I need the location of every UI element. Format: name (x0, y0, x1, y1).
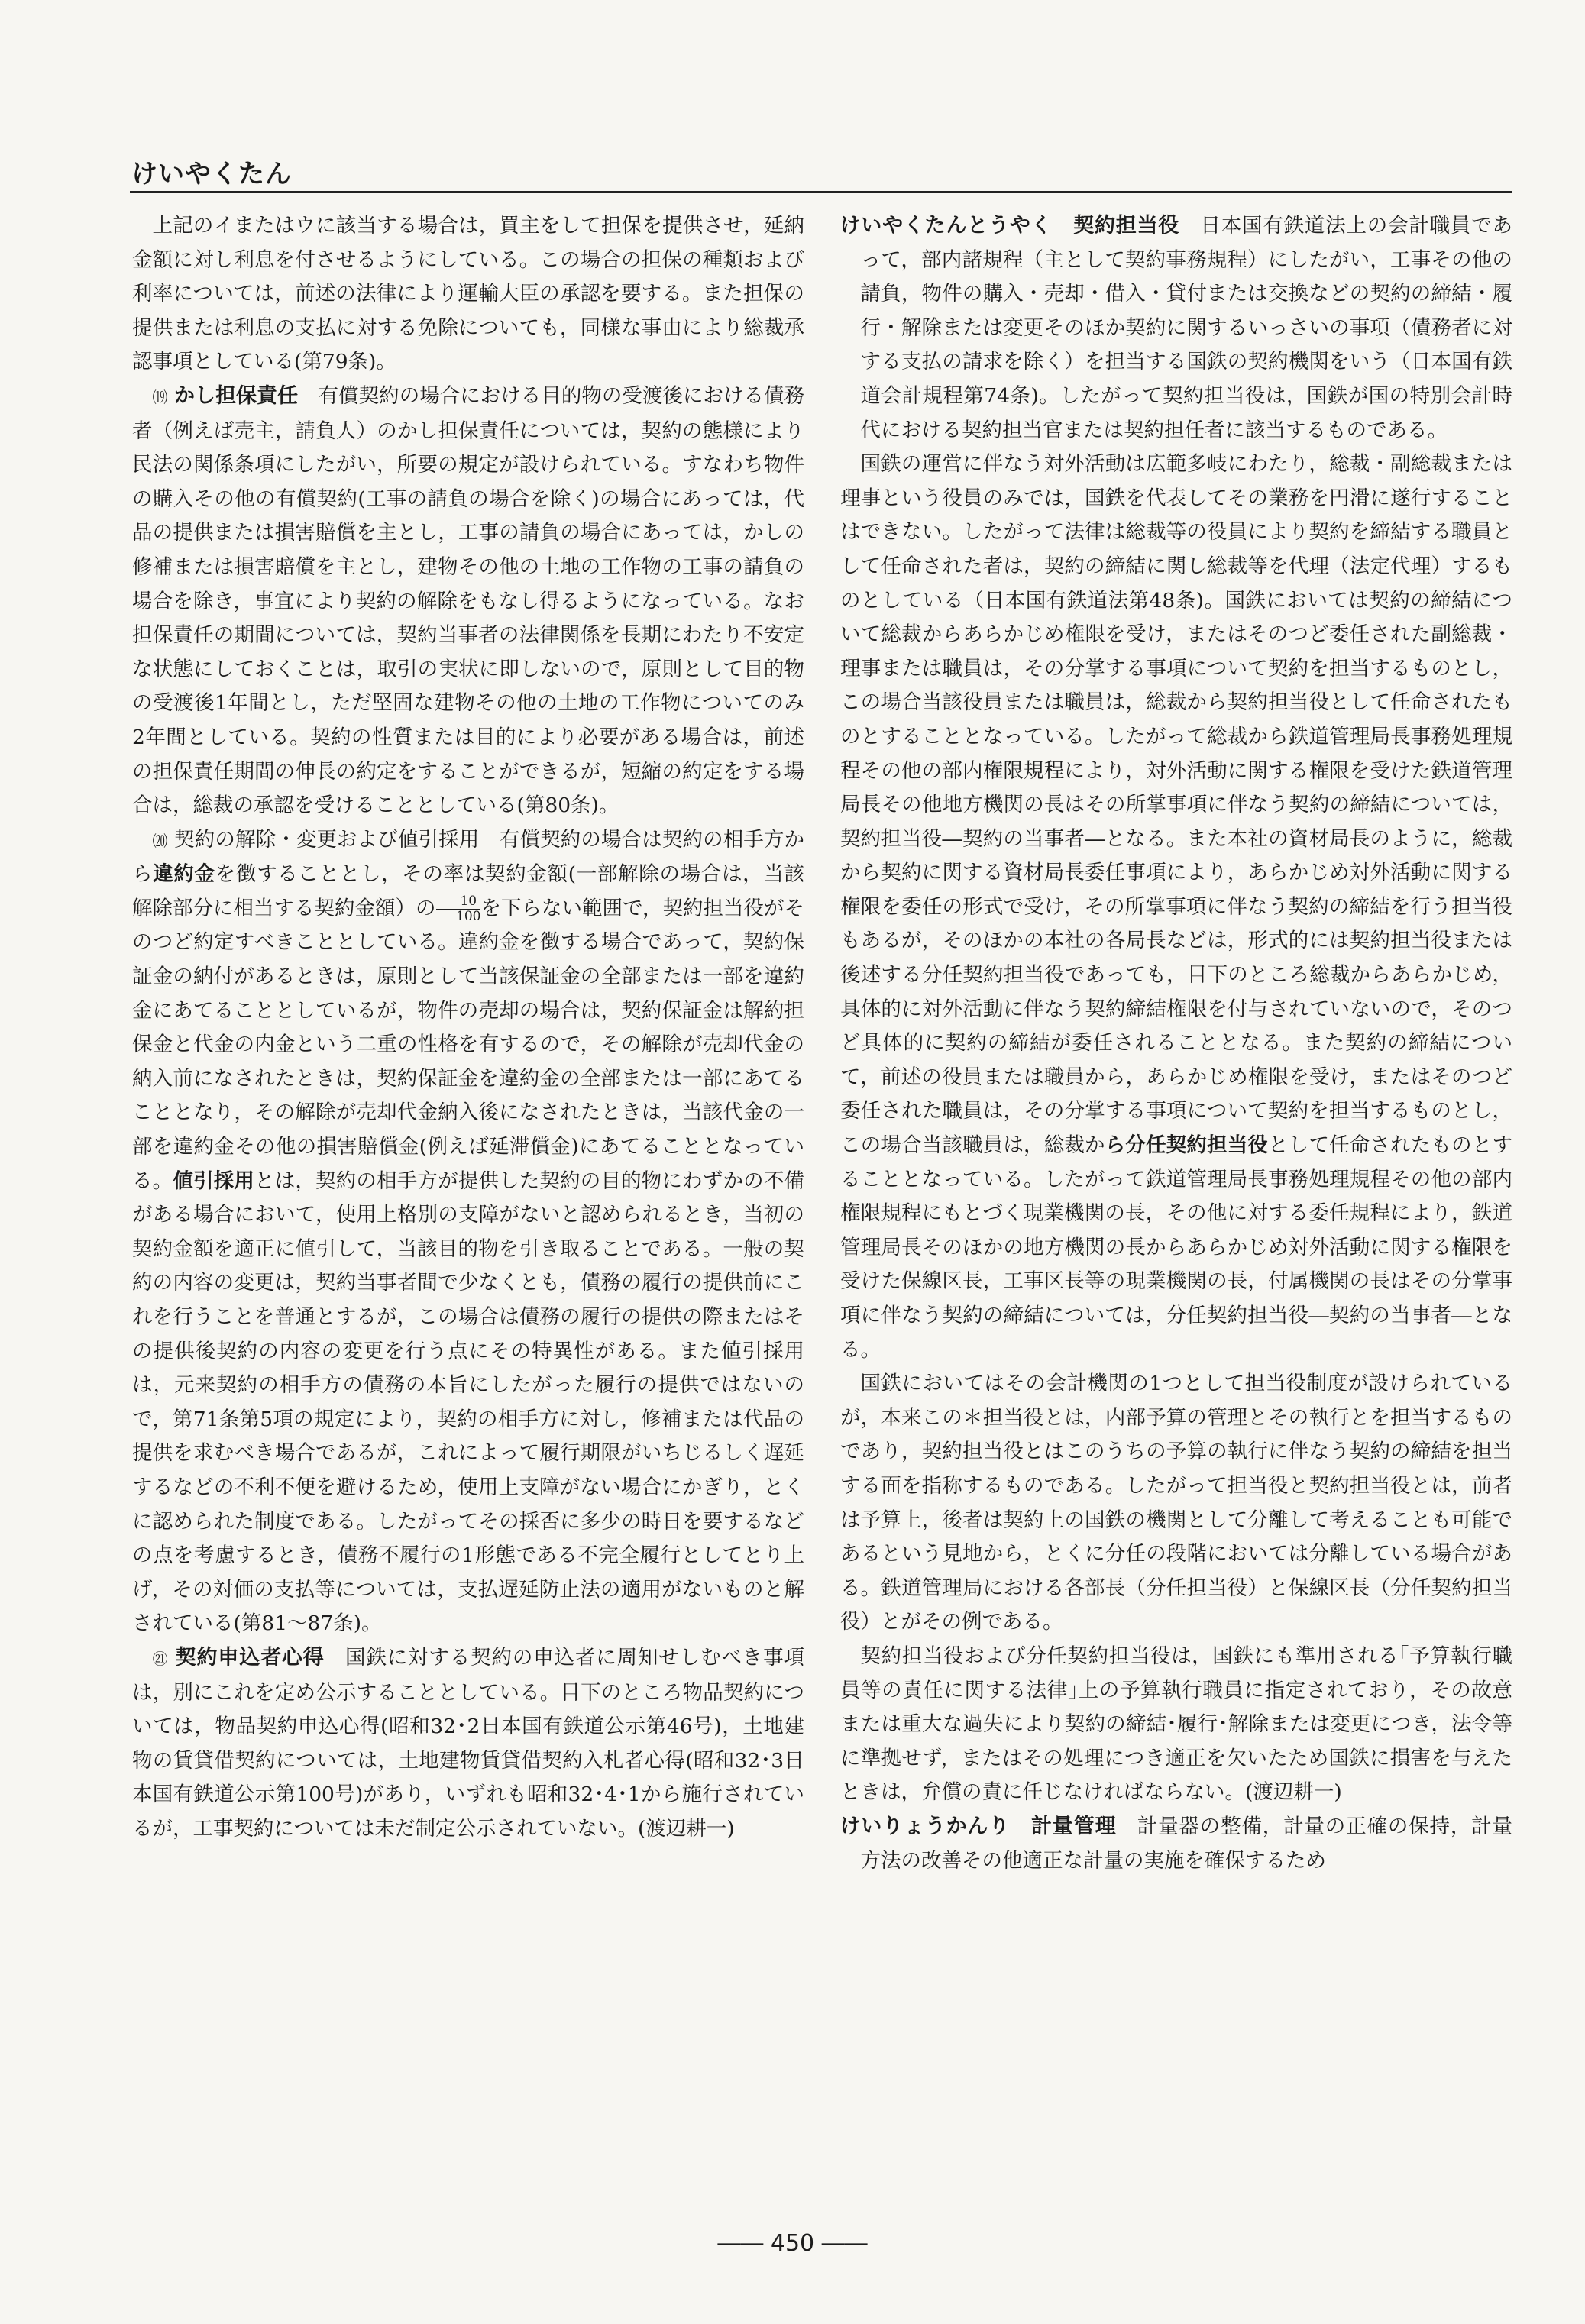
section-text: を下らない範囲で，契約担当役がそのつど約定すべきこととしている。違約金を徴する場合であって，契約保証金の納付があるときは，原則として当該保証金の全部または一部を違約金にあてることとしているが，物件の売却の場合は，契約保証金は解約担保金と代金の内金という二重の性格を有するので，その解除が売却代金の納入前になされたときは，契約保証金を違約金の全部または一部にあてることとなり，その解除が売却代金納入後になされたときは，当該代金の一部を違約金その他の損害賠償金(例えば延滞償金)にあてることとなっている。 (132, 896, 804, 1193)
body-paragraph (840, 448, 1512, 1367)
paragraph-text: として任命されたものとすることとなっている。したがって鉄道管理局長事務処理規程その他の部内権限規程にもとづく現業機関の長，その他に対する委任規程により，鉄道管理局長そのほかの地方機関の長からあらかじめ対外活動に関する権限を受けた保線区長，工事区長等の現業機関の長，付属機関の長はその分掌事項に伴なう契約の締結については，分任契約担当役―契約の当事者―となる。 (840, 1133, 1512, 1362)
entry-heading: けいやくたんとうやく 契約担当役 (839, 214, 1180, 238)
section-text: 有償契約の場合は契約の相手方から (132, 827, 805, 887)
section-text: 有償契約の場合における目的物の受渡後における債務者（例えば売主，請負人）のかし担保責任については，契約の態様により民法の関係条項にしたがい，所要の規定が設けられている。すなわち物件の購入その他の有償契約(工事の請負の場合を除く)の場合にあっては，代品の提供または損害賠償を主とし，工事の請負の場合にあっては，かしの修補または損害賠償を主とし，建物その他の土地の工作物の工事の請負の場合を除き，事宜により契約の解除をもなし得るようになっている。なお担保責任の期間については，契約当事者の法律関係を長期にわたり不安定な状態にしておくことは，取引の実状に即しないので，原則として目的物の受渡後1年間とし，ただ堅固な建物その他の土地の工作物についてのみ2年間としている。契約の性質または目的により必要がある場合は，前述の担保責任期間の伸長の約定をすることができるが，短縮の約定をする場合は，総裁の承認を受けることとしている(第80条)。 (132, 383, 805, 818)
right-column (840, 209, 1512, 1878)
entry-text: 計量器の整備，計量の正確の保持，計量方法の改善その他適正な計量の実施を確保するため (860, 1814, 1513, 1873)
section-heading: かし担保責任 (173, 383, 299, 408)
header-rule (130, 191, 1512, 193)
section-21 (132, 1641, 804, 1847)
intro-paragraph: 上記のイまたはウに該当する場合は，買主をして担保を提供させ，延納金額に対し利息を付させるようにしている。この場合の担保の種類および利率については，前述の法律により運輸大臣の承認を要する。また担保の提供または利息の支払に対する免除についても，同様な事由により総裁承認事項としている(第79条)。 (132, 214, 804, 374)
section-text: を徴することとし，その率は契約金額(一部解除の場合は，当該解除部分に相当する契約金額）の (132, 862, 805, 920)
section-heading: 契約申込者心得 (175, 1645, 325, 1669)
section-number: ⒇ (152, 831, 168, 850)
section-20 (132, 823, 804, 1641)
section-heading: 契約の解除・変更および値引採用 (174, 827, 480, 852)
page-number: ―― 450 ―― (717, 2230, 868, 2257)
body-paragraph: 契約担当役および分任契約担当役は，国鉄にも準用される｢予算執行職員等の責任に関する法律｣上の予算執行職員に指定されており，その故意または重大な過失により契約の締結･履行･解除または変更につき，法令等に準拠せず，またはその処理につき適正を欠いたため国鉄に損害を与えたときは，弁償の責に任じなければならない。(渡辺耕一) (840, 1644, 1512, 1805)
section-number: ⒆ (152, 387, 168, 406)
section-number: ㉑ (152, 1649, 169, 1668)
section-19 (132, 380, 804, 823)
section-text: 国鉄に対する契約の申込者に周知せしむべき事項は，別にこれを定め公示することとしている。目下のところ物品契約については，物品契約申込心得(昭和32･2日本国有鉄道公示第46号)，土地建物の賃貸借契約については，土地建物賃貸借契約入札者心得(昭和32･3日本国有鉄道公示第100号)があり，いずれも昭和32･4･1から施行されているが，工事契約については未だ制定公示されていない。(渡辺耕一) (132, 1645, 804, 1841)
section-text: とは，契約の相手方が提供した契約の目的物にわずかの不備がある場合において，使用上格別の支障がないと認められるとき，当初の契約金額を適正に値引して，当該目的物を引き取ることである。一般の契約の内容の変更は，契約当事者間で少なくとも，債務の履行の提供前にこれを行うことを普通とするが，この場合は債務の履行の提供の際またはその提供後契約の内容の変更を行う点にその特異性がある。また値引採用は，元来契約の相手方の債務の本旨にしたがった履行の提供ではないので，第71条第5項の規定により，契約の相手方に対し，修補または代品の提供を求むべき場合であるが，これによって履行期限がいちじるしく遅延するなどの不利不便を避けるため，使用上支障がない場合にかぎり，とくに認められた制度である。したがってその採否に多少の時日を要するなどの点を考慮するとき，債務不履行の1形態である不完全履行としてとり上げ，その対価の支払等については，支払遅延防止法の適用がないものと解されている(第81～87条)。 (132, 1168, 804, 1636)
dictionary-entry-keiyaku-tantouyaku (840, 209, 1512, 448)
running-header: けいやくたん (131, 159, 292, 189)
fraction (436, 894, 481, 924)
left-column (132, 209, 804, 1847)
fraction-numerator: 10 (436, 894, 481, 910)
term-bold: 違約金 (153, 862, 215, 887)
paragraph-text: 国鉄の運営に伴なう対外活動は広範多岐にわたり，総裁・副総裁または理事という役員のみでは，国鉄を代表してその業務を円滑に遂行することはできない。したがって法律は総裁等の役員により契約を締結する職員として任命された者は，契約の締結に関し総裁等を代理（法定代理）するものとしている（日本国有鉄道法第48条)。国鉄においては契約の締結について総裁からあらかじめ権限を受け，またはそのつど委任された副総裁・理事または職員は，その分掌する事項について契約を担当するものとし，この場合当該役員または職員は，総裁から契約担当役として任命されたものとすることとなっている。したがって総裁から鉄道管理局長事務処理規程その他の部内権限規程により，対外活動に関する権限を受けた鉄道管理局長その他地方機関の長はその所掌事項に伴なう契約の締結については，契約担当役―契約の当事者―となる。また本社の資材局長のように，総裁から契約に関する資材局長委任事項により，あらかじめ対外活動に関する権限を委任の形式で受け，その所掌事項に伴なう契約の締結を行う担当役もあるが，そのほかの本社の各局長などは，形式的には契約担当役または後述する分任契約担当役であっても，目下のところ総裁からあらかじめ，具体的に対外活動に伴なう契約締結権限を付与されていないので，そのつど具体的に契約の締結が委任されることとなる。また契約の締結について，前述の役員または職員から，あらかじめ権限を受け，またはそのつど委任された職員は，その分掌する事項について契約を担当するものとし，この場合当該職員は，総裁か (840, 452, 1512, 1158)
body-paragraph: 国鉄においてはその会計機関の1つとして担当役制度が設けられているが，本来この＊担当役とは，内部予算の管理とその執行とを担当するものであり，契約担当役とはこのうちの予算の執行に伴なう契約の締結を担当する面を指称するものである。したがって担当役と契約担当役とは，前者は予算上，後者は契約上の国鉄の機関として分離して考えることも可能であるという見地から，とくに分任の段階においては分離している場合がある。鉄道管理局における各部長（分任担当役）と保線区長（分任契約担当役）とがその例である。 (840, 1372, 1512, 1634)
dictionary-entry-keiryou-kanri (840, 1810, 1512, 1878)
term-bold: 値引採用 (173, 1168, 255, 1193)
fraction-denominator: 100 (456, 909, 481, 925)
term-bold: ら分任契約担当役 (1105, 1133, 1269, 1158)
entry-text: 日本国有鉄道法上の会計職員であって，部内諸規程（主として契約事務規程）にしたがい，工事その他の請負，物件の購入・売却・借入・貸付または交換などの契約の締結・履行・解除または変更そのほか契約に関するいっさいの事項（債務者に対する支払の請求を除く）を担当する国鉄の契約機関をいう（日本国有鉄道会計規程第74条)。したがって契約担当役は，国鉄が国の特別会計時代における契約担当官または契約担任者に該当するものである。 (860, 214, 1513, 442)
entry-heading: けいりょうかんり 計量管理 (839, 1814, 1117, 1838)
